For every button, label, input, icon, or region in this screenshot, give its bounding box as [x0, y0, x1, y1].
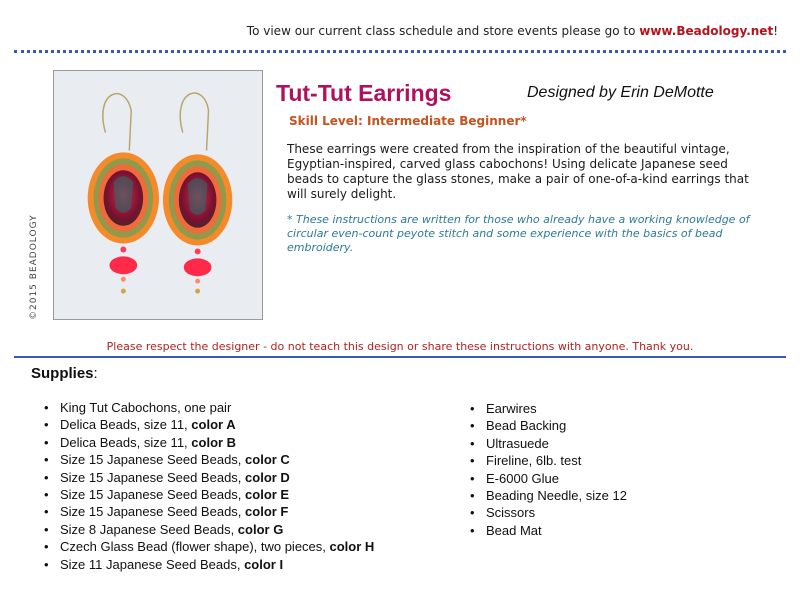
- earrings-illustration: [54, 71, 262, 319]
- supplies-list-right: [470, 400, 627, 539]
- project-description: These earrings were created from the inspiration of the beautiful vintage, Egyptian-inspired, carved glass cabochons! Using delicate Japanese seed beads to capture the glass stones, make a pair of one-of-a-kind earrings that will surely delight.: [287, 142, 749, 201]
- supplies-heading-text: Supplies: [31, 365, 94, 382]
- supply-item: • Bead Backing: [470, 417, 627, 434]
- supplies-heading-colon: :: [93, 365, 98, 382]
- section-divider: [14, 356, 786, 358]
- header-notice: [247, 24, 778, 38]
- supply-item: • Size 11 Japanese Seed Beads, color I: [44, 556, 374, 573]
- prerequisite-note: * These instructions are written for those who already have a working knowledge of circular even-count peyote stitch and some experience with the basics of bead embroidery.: [287, 213, 750, 254]
- supply-item: • Fireline, 6lb. test: [470, 452, 627, 469]
- supply-item: • King Tut Cabochons, one pair: [44, 399, 374, 416]
- supply-item: • Czech Glass Bead (flower shape), two pieces, color H: [44, 538, 374, 555]
- supply-item: • Scissors: [470, 504, 627, 521]
- supplies-list-left: [44, 399, 374, 573]
- supply-item: • Delica Beads, size 11, color A: [44, 416, 374, 433]
- beadology-link[interactable]: www.Beadology.net: [639, 24, 774, 38]
- earrings-photo: [53, 70, 263, 320]
- supply-item: • Size 8 Japanese Seed Beads, color G: [44, 521, 374, 538]
- header-notice-suffix: !: [773, 24, 778, 38]
- supply-item: • Delica Beads, size 11, color B: [44, 434, 374, 451]
- designer-credit: Designed by Erin DeMotte: [527, 84, 714, 101]
- project-title: Tut-Tut Earrings: [276, 80, 452, 106]
- photo-copyright: ©2015 BEADOLOGY: [29, 214, 39, 320]
- supply-item: • Size 15 Japanese Seed Beads, color D: [44, 469, 374, 486]
- supply-item: • Bead Mat: [470, 522, 627, 539]
- header-notice-prefix: To view our current class schedule and store events please go to: [246, 24, 640, 38]
- supply-item: • E-6000 Glue: [470, 470, 627, 487]
- header-divider: [14, 50, 786, 53]
- supply-item: • Ultrasuede: [470, 435, 627, 452]
- supply-item: • Beading Needle, size 12: [470, 487, 627, 504]
- supply-item: • Size 15 Japanese Seed Beads, color F: [44, 503, 374, 520]
- supply-item: • Earwires: [470, 400, 627, 417]
- supply-item: • Size 15 Japanese Seed Beads, color C: [44, 451, 374, 468]
- supply-item: • Size 15 Japanese Seed Beads, color E: [44, 486, 374, 503]
- skill-level: Skill Level: Intermediate Beginner*: [289, 114, 527, 128]
- respect-notice: Please respect the designer - do not teach this design or share these instructions with anyone. Thank you.: [106, 340, 694, 353]
- supplies-heading: [31, 365, 98, 382]
